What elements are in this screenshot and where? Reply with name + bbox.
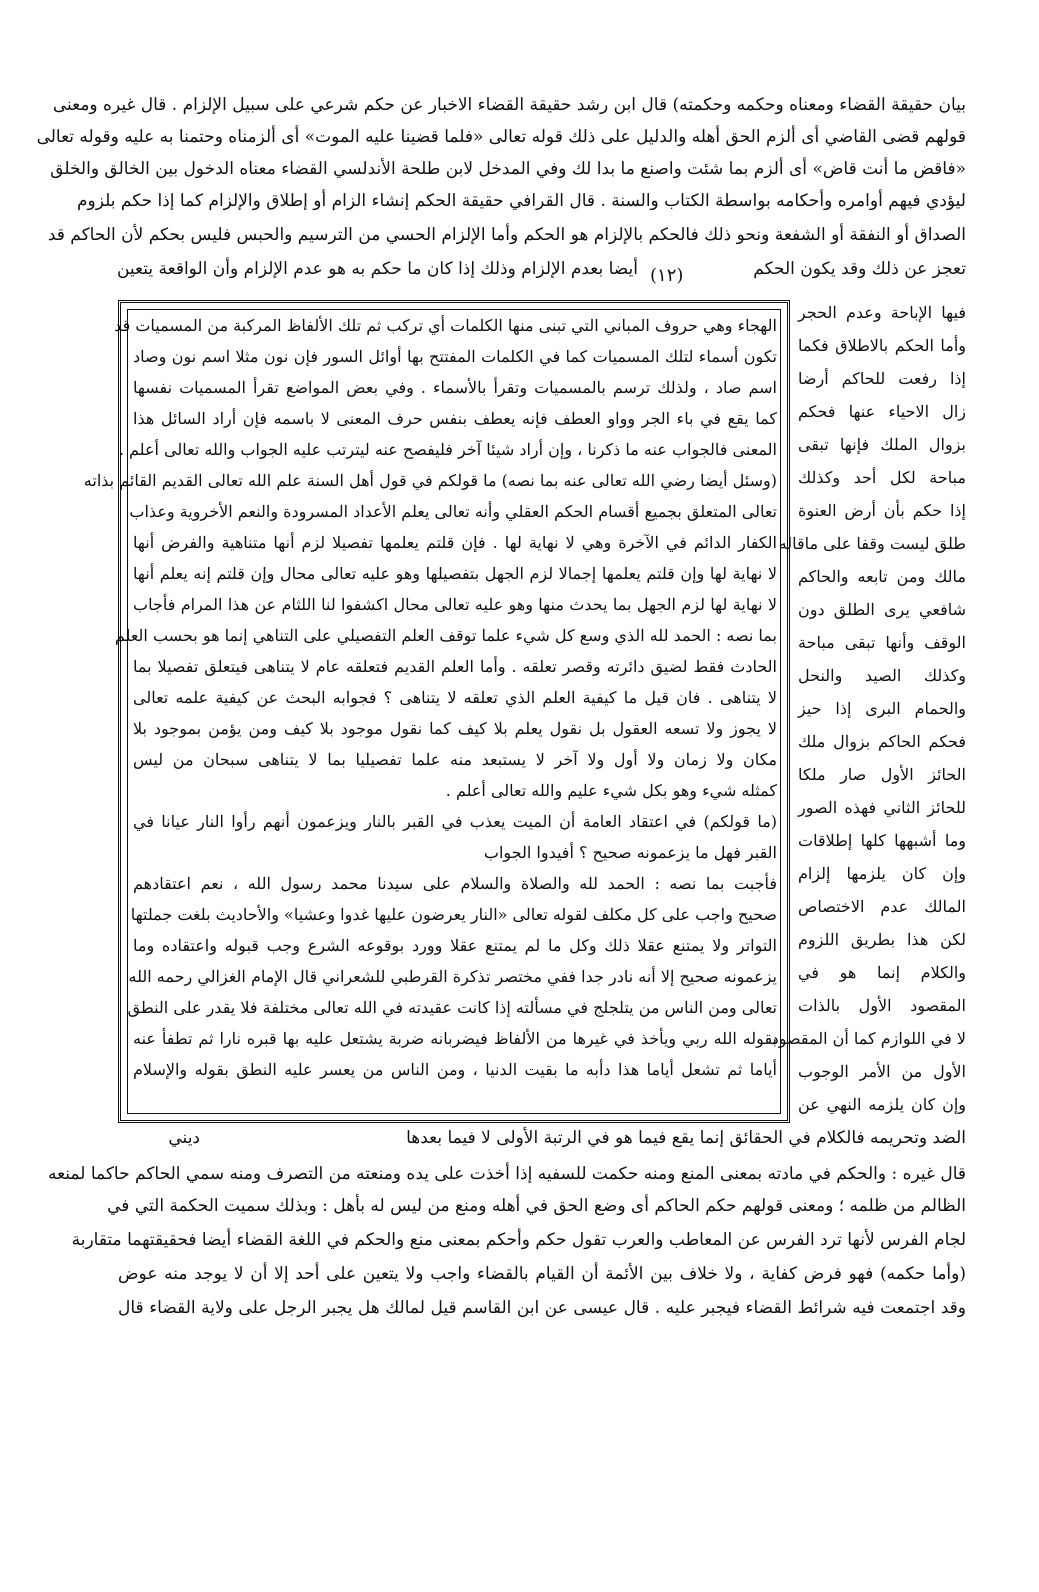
text-line: قال غيره : والحكم في مادته بمعنى المنع ومنه حكمت للسفيه إذا أخذت على يده ومنعته من التصرف ومنه سمي الحاكم حاكما لمنعه: [47, 1164, 966, 1184]
box-line: لا يجوز ولا تسعه العقول بل نقول يعلم بلا كيف كما نقول موجود بلا كيف ومن يؤمن بموجود بلا: [133, 719, 777, 738]
box-line: تعالى المتعلق بجميع أقسام الحكم العقلي وأنه تعالى يعلم الأعداد المسرودة والنعم الأخروية وعذاب: [129, 502, 777, 521]
text-line: الضد وتحريمه فالكلام في الحقائق إنما يقع فيما هو في الرتبة الأولى لا فيما بعدها: [406, 1128, 966, 1148]
margin-line: وما أشبهها كلها إطلاقات: [798, 831, 966, 850]
box-line: الكفار الدائم في الآخرة وهي لا نهاية لها . فإن قلتم يعلمها تفصيلا لزم أنها متناهية والفرض أنها: [133, 533, 777, 552]
text-line: بيان حقيقة القضاء ومعناه وحكمه وحكمته) قال ابن رشد حقيقة القضاء الاخبار عن حكم شرعي على سبيل الإلزام . قال غيره ومعنى: [52, 95, 966, 115]
margin-line: وأما الحكم بالاطلاق فكما: [798, 336, 966, 355]
margin-line: إذا حكم بأن أرض العنوة: [798, 501, 966, 520]
margin-line: إذا رفعت للحاكم أرضا: [798, 369, 966, 388]
margin-line: لكن هذا بطريق اللزوم: [798, 930, 966, 949]
box-line: كمثله شيء وهو بكل شيء عليم والله تعالى أعلم .: [445, 781, 777, 800]
text-line: قولهم قضى القاضي أى ألزم الحق أهله والدليل على ذلك قوله تعالى «فلما قضينا عليه الموت» أى ألزمناه وحتمنا به عليه وقوله تعالى: [36, 127, 966, 147]
margin-line: لا في اللوازم كما أن المقصود: [771, 1029, 966, 1048]
box-line: لا نهاية لها وإن قلتم يعلمها إجمالا لزم الجهل بتفصيلها وهو عليه تعالى محال وإن قلتم إنه يعلم أنها: [133, 564, 777, 583]
box-line: بقوله الله ربي ويأخذ في غيرها من الألفاظ فيضربانه ضربة يشتعل عليه بها قبره نارا ثم تطفأ عنه: [133, 1029, 777, 1048]
margin-line: والحمام البرى إذا حيز: [798, 699, 966, 718]
margin-line: فحكم الحاكم بزوال ملك: [798, 732, 966, 751]
margin-line: مباحة لكل أحد وكذلك: [798, 468, 966, 487]
margin-line: وكذلك الصيد والنحل: [798, 666, 966, 685]
box-line: فأجبت بما نصه : الحمد لله والصلاة والسلام على سيدنا محمد رسول الله ، نعم اعتقادهم: [133, 874, 777, 893]
text-line: وقد اجتمعت فيه شرائط القضاء فيجبر عليه . قال عيسى عن ابن القاسم قيل لمالك هل يجبر الرجل على ولاية القضاء قال: [118, 1298, 966, 1318]
margin-line: وإن كان يلزمها إلزام: [798, 864, 966, 883]
box-line: كما يقع في باء الجر وواو العطف فإنه يعطف بنفس حرف المعنى لا باسمه فإن أراد السائل هذا: [133, 409, 777, 428]
box-line: اسم صاد ، ولذلك ترسم بالمسميات وتقرأ بالأسماء . وفي بعض المواضع تقرأ المسميات نفسها: [133, 378, 777, 397]
margin-line: زال الاحياء عنها فحكم: [798, 402, 966, 421]
margin-line: الوقف وأنها تبقى مباحة: [798, 633, 966, 652]
text-line: لجام الفرس لأنها ترد الفرس عن المعاطب والعرب تقول حكم وأحكم بمعنى منع والحكم في اللغة القضاء أيضا فحقيقتهما متقاربة: [71, 1230, 966, 1250]
box-line: يزعمونه صحيح إلا أنه نادر جدا ففي مختصر تذكرة القرطبي للشعراني قال الإمام الغزالي رحمه الله: [128, 967, 777, 986]
margin-line: طلق ليست وقفا على ماقاله: [778, 534, 966, 553]
box-line: صحيح واجب على كل مكلف لقوله تعالى «النار يعرضون عليها غدوا وعشيا» والأحاديث بلغت جملتها: [130, 905, 777, 924]
box-line: تكون أسماء لتلك المسميات كما في الكلمات المفتتح بها أوائل السور فإن نون مثلا اسم نون وصاد: [133, 347, 777, 366]
box-line: القبر فهل ما يزعمونه صحيح ؟ أفيدوا الجواب: [483, 843, 777, 862]
margin-line: وإن كان يلزمه النهي عن: [798, 1095, 966, 1114]
margin-line: بزوال الملك فإنها تبقى: [798, 435, 966, 454]
text-line: تعجز عن ذلك وقد يكون الحكم: [753, 259, 966, 279]
text-line: (وأما حكمه) فهو فرض كفاية ، ولا خلاف بين الأئمة أن القيام بالقضاء واجب ولا يتعين على أحد إلا أن لا يوجد منه عوض: [118, 1264, 966, 1284]
text-line: ليؤدي فيهم أوامره وأحكامه بواسطة الكتاب والسنة . قال القرافي حقيقة الحكم إنشاء الزام أو إطلاق والإلزام كما إذا حكم بلزوم: [77, 191, 966, 211]
boxed-commentary: [83, 300, 790, 1123]
box-line: أياما ثم تشعل أياما هذا دأبه ما بقيت الدنيا ، ومن الناس من يعسر عليه النطق بقوله والإسلام: [133, 1060, 777, 1079]
box-line: لا نهاية لها لزم الجهل بما يحدث منها وهو عليه تعالى محال اكشفوا لنا اللثام عن هذا المرام فأجاب: [133, 595, 777, 614]
margin-line: الحائز الأول صار ملكا: [798, 765, 966, 784]
margin-line: شافعي يرى الطلق دون: [798, 600, 966, 619]
margin-line: الأول من الأمر الوجوب: [798, 1062, 966, 1081]
margin-line: والكلام إنما هو في: [798, 963, 966, 982]
box-line: (وسئل أيضا رضي الله تعالى عنه بما نصه) ما قولكم في قول أهل السنة علم الله تعالى القديم القائم بذاته: [83, 471, 777, 490]
box-line: المعنى فالجواب عنه ما ذكرنا ، وإن أراد شيئا آخر فليفصح عنه ليترتب عليه الجواب والله تعالى أعلم .: [118, 440, 777, 459]
box-line: تعالى ومن الناس من يتلجلج في مسألته إذا كانت عقيدته في الله تعالى مختلفة فلا يقدر على النطق: [127, 998, 777, 1017]
box-line: الحادث فقط لضيق دائرته وقصر تعلقه . وأما العلم القديم فتعلقه عام لا يتناهى فيتعلق تفصيلا بما: [133, 657, 777, 676]
box-line: الهجاء وهي حروف المباني التي تبنى منها الكلمات أي تركب ثم تلك الألفاظ المركبة من المسميات قد: [114, 316, 777, 335]
page-number: (١٢): [650, 265, 684, 286]
text-line: ديني: [168, 1128, 200, 1148]
margin-line: المالك عدم الاختصاص: [798, 897, 966, 916]
box-line: لا يتناهى . فان قيل ما كيفية العلم الذي تعلقه لا يتناهى ؟ فجوابه البحث عن كيفية علمه تعالى: [133, 688, 777, 707]
text-line: «فاقض ما أنت قاض» أى ألزم بما شئت واصنع ما بدا لك وفي المدخل لابن طلحة الأندلسي القضاء معناه الدخول بين الخالق والخلق: [50, 159, 966, 179]
text-line: أيضا بعدم الإلزام وذلك إذا كان ما حكم به هو عدم الإلزام وأن الواقعة يتعين: [116, 259, 638, 279]
text-line: الظالم من ظلمه ؛ ومعنى قولهم حكم الحاكم أى وضع الحق في أهله ومنع من ليس له بأهل : وبذلك سميت الحكمة التي في: [107, 1196, 966, 1216]
text-line: الصداق أو النفقة أو الشفعة ونحو ذلك فالحكم بالإلزام هو الحكم وأما الإلزام الحسي من الترسيم والحبس فليس بحكم لأن الحاكم قد: [47, 225, 966, 245]
box-line: بما نصه : الحمد لله الذي وسع كل شيء علما توقف العلم التفصيلي على التناهي إنما هو بحسب العلم: [114, 626, 777, 645]
margin-line: المقصود الأول بالذات: [798, 996, 966, 1015]
margin-line: مالك ومن تابعه والحاكم: [798, 567, 966, 586]
box-line: التواتر ولا يمتنع عقلا ذلك وكل ما لم يمتنع عقلا وورد بوقوعه الشرع وجب قبوله واعتقاده وما: [133, 936, 777, 955]
box-line: (ما قولكم) في اعتقاد العامة أن الميت يعذب في القبر بالنار ويزعمون أنهم رأوا النار عيانا في: [133, 812, 777, 831]
margin-line: للحائز الثاني فهذه الصور: [798, 798, 966, 817]
box-line: مكان ولا زمان ولا أول ولا آخر لا يستبعد منه علما تفصيليا بما لا يتناهى سبحان من ليس: [133, 750, 777, 769]
margin-line: فيها الإباحة وعدم الحجر: [798, 303, 966, 322]
